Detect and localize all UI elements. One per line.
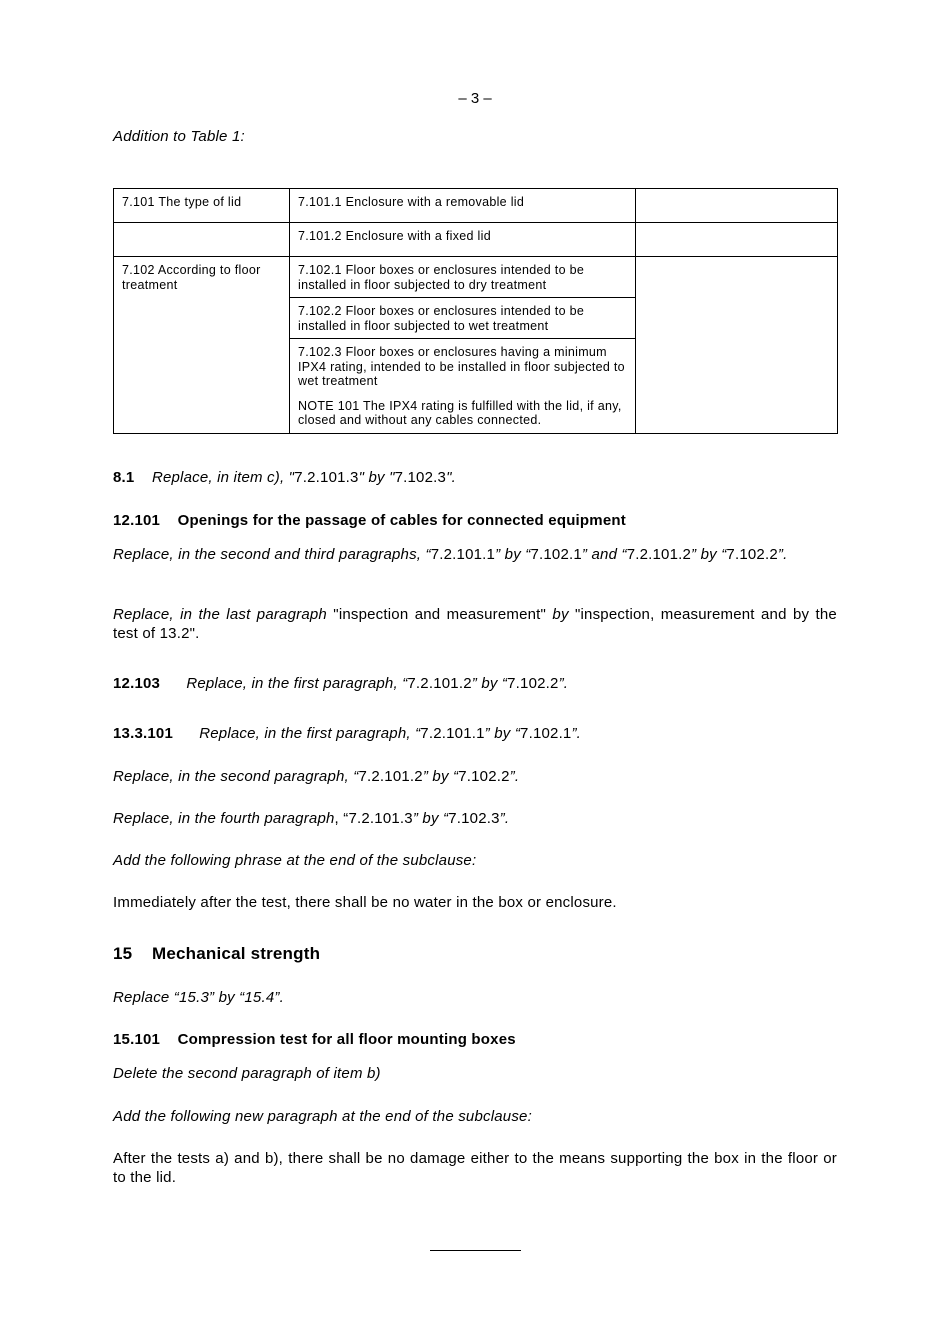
- table-cell: 7.101 The type of lid: [114, 189, 290, 223]
- clause-13-3-101-para-4: Add the following phrase at the end of the subclause:: [113, 852, 477, 869]
- clause-15-101-para-1: Delete the second paragraph of item b): [113, 1065, 381, 1082]
- table-cell: [636, 223, 838, 257]
- clause-12-101-heading: 12.101 Openings for the passage of cables for connected equipment: [113, 512, 626, 529]
- clause-12-101-para-1: Replace, in the second and third paragraphs, “7.2.101.1” by “7.102.1” and “7.2.101.2” by “7.102.2”.: [113, 546, 788, 563]
- clause-13-3-101-para-2: Replace, in the second paragraph, “7.2.101.2” by “7.102.2”.: [113, 768, 520, 785]
- clause-12-103: 12.103 Replace, in the first paragraph, “7.2.101.2” by “7.102.2”.: [113, 675, 569, 692]
- table-cell-text: 7.102.3 Floor boxes or enclosures having a minimum IPX4 rating, intended to be installed in floor subjected to wet treatment: [298, 345, 625, 388]
- clause-8-1: 8.1 Replace, in item c), "7.2.101.3" by "7.102.3".: [113, 469, 456, 486]
- table-cell: 7.102 According to floor treatment: [114, 257, 290, 434]
- table-row: [114, 223, 838, 257]
- clause-number: 12.103: [113, 675, 161, 692]
- clause-number: 13.3.101: [113, 725, 173, 742]
- page-number: – 3 –: [458, 90, 492, 107]
- table-cell: 7.102.2 Floor boxes or enclosures intended to be installed in floor subjected to wet treatment: [290, 298, 636, 339]
- section-15-para-1: Replace “15.3” by “15.4”.: [113, 989, 284, 1006]
- table-cell: [636, 189, 838, 223]
- table-row: [114, 189, 838, 223]
- table-intro: Addition to Table 1:: [113, 128, 245, 145]
- clause-13-3-101-para-5: Immediately after the test, there shall be no water in the box or enclosure.: [113, 894, 617, 911]
- table-note: NOTE 101 The IPX4 rating is fulfilled with the lid, if any, closed and without any cables connected.: [298, 398, 622, 427]
- clause-15-101-para-3: After the tests a) and b), there shall be no damage either to the means supporting the box in the floor or to the lid.: [113, 1150, 837, 1186]
- table-cell: 7.102.1 Floor boxes or enclosures intended to be installed in floor subjected to dry treatment: [290, 257, 636, 298]
- table-cell: 7.101.1 Enclosure with a removable lid: [290, 189, 636, 223]
- clause-12-101-para-2: Replace, in the last paragraph "inspection and measurement" by "inspection, measurement and by the test of 13.2".: [113, 606, 837, 642]
- clause-13-3-101-para-3: Replace, in the fourth paragraph, “7.2.101.3” by “7.102.3”.: [113, 810, 510, 827]
- clause-number: 8.1: [113, 469, 135, 486]
- table-cell: 7.101.2 Enclosure with a fixed lid: [290, 223, 636, 257]
- table-cell: [114, 223, 290, 257]
- table-row: [114, 257, 838, 298]
- clause-15-101-para-2: Add the following new paragraph at the end of the subclause:: [113, 1108, 532, 1125]
- clause-15-101-heading: 15.101 Compression test for all floor mounting boxes: [113, 1031, 516, 1048]
- table-cell: [290, 339, 636, 434]
- end-rule-divider: [430, 1250, 521, 1251]
- table-cell: [636, 257, 838, 434]
- clause-13-3-101: 13.3.101 Replace, in the first paragraph, “7.2.101.1” by “7.102.1”.: [113, 725, 582, 742]
- section-15-heading: 15 Mechanical strength: [113, 944, 321, 963]
- classification-table: [113, 188, 838, 434]
